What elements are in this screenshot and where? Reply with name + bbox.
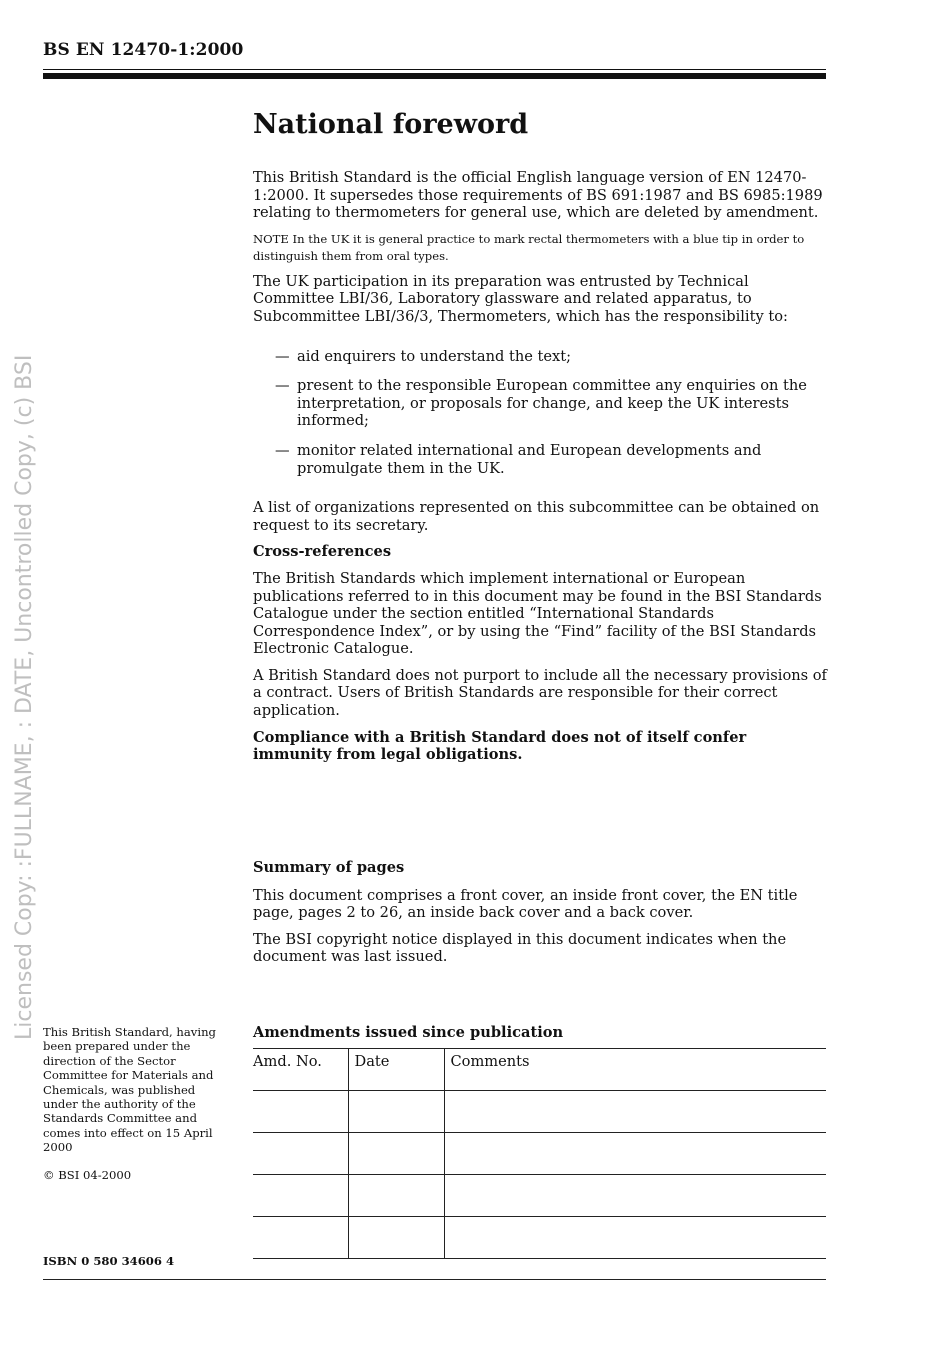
table-cell: [444, 1217, 826, 1259]
table-row: [253, 1133, 826, 1175]
dash-marker: —: [275, 377, 290, 395]
list-item: [253, 442, 828, 477]
column-header-date: Date: [348, 1049, 444, 1091]
summary-copyright-paragraph: The BSI copyright notice displayed in this document indicates when the document was last issued.: [253, 930, 787, 966]
list-item-text: monitor related international and European developments and promulgate them in the UK.: [297, 441, 762, 477]
table-row: [253, 1217, 826, 1259]
table-cell: [253, 1091, 348, 1133]
table-cell: [444, 1091, 826, 1133]
table-cell: [444, 1175, 826, 1217]
list-item: [253, 377, 828, 430]
list-item: [253, 348, 828, 366]
foreword-section: [253, 108, 828, 773]
table-cell: [253, 1217, 348, 1259]
table-header-row: [253, 1049, 826, 1091]
table-row: [253, 1091, 826, 1133]
isbn: ISBN 0 580 34606 4: [43, 1254, 175, 1268]
table-cell: [348, 1175, 444, 1217]
table-row: [253, 1175, 826, 1217]
footer-rule: [43, 1279, 826, 1280]
responsibility-list: [253, 348, 828, 478]
table-cell: [348, 1217, 444, 1259]
participation-paragraph: The UK participation in its preparation was entrusted by Technical Committee LBI/36, Laboratory glassware and related apparatus, to Subcommittee LBI/36/3, Thermometers, which has the responsibility to:: [253, 272, 788, 325]
crossref-heading: Cross-references: [253, 543, 392, 561]
summary-heading: Summary of pages: [253, 859, 405, 876]
column-header-amd-no: Amd. No.: [253, 1049, 348, 1091]
dash-marker: —: [275, 347, 290, 365]
header-rule-thick: [43, 73, 826, 79]
summary-pages-paragraph: This document comprises a front cover, an inside front cover, the EN title page, pages 2 to 26, an inside back cover and a back cover.: [253, 886, 798, 922]
list-item-text: aid enquirers to understand the text;: [297, 347, 572, 365]
summary-section: [253, 859, 828, 975]
copyright-notice: © BSI 04-2000: [43, 1168, 132, 1182]
license-watermark: Licensed Copy: :FULLNAME, : DATE, Uncontrolled Copy, (c) BSI: [12, 354, 37, 1040]
column-header-comments: Comments: [444, 1049, 826, 1091]
table-cell: [253, 1175, 348, 1217]
table-cell: [444, 1133, 826, 1175]
table-cell: [348, 1091, 444, 1133]
list-item-text: present to the responsible European committee any enquiries on the interpretation, or proposals for change, and keep the UK interests informed;: [297, 377, 807, 430]
header-rule-thin: [43, 69, 826, 70]
contract-paragraph: A British Standard does not purport to include all the necessary provisions of a contract. Users of British Standards are responsible for their correct application.: [253, 666, 827, 720]
amendments-title: Amendments issued since publication: [253, 1024, 564, 1041]
sidebar-prepared-note: This British Standard, having been prepared under the direction of the Sector Committee for Materials and Chemicals, was published under the authority of the Standards Committee and comes into effect on 15 April 2000: [43, 1025, 216, 1155]
table-cell: [348, 1133, 444, 1175]
dash-marker: —: [275, 441, 290, 459]
organizations-paragraph: A list of organizations represented on this subcommittee can be obtained on request to its secretary.: [253, 499, 820, 534]
table-cell: [253, 1133, 348, 1175]
document-id: BS EN 12470-1:2000: [43, 40, 244, 60]
note-paragraph: NOTE In the UK it is general practice to mark rectal thermometers with a blue tip in order to distinguish them from oral types.: [253, 231, 805, 264]
page-title: National foreword: [253, 109, 529, 140]
crossref-paragraph: The British Standards which implement international or European publications referred to in this document may be found in the BSI Standards Catalogue under the section entitled “International Standards Correspondence Index”, or by using the “Find” facility of the BSI Standards Electronic Catalogue.: [253, 569, 822, 658]
amendments-table: [253, 1048, 826, 1259]
intro-paragraph: This British Standard is the official English language version of EN 12470-1:2000. It supersedes those requirements of BS 691:1987 and BS 6985:1989 relating to thermometers for general use, which are deleted by amendment.: [253, 169, 823, 222]
compliance-statement: Compliance with a British Standard does not of itself confer immunity from legal obligations.: [253, 728, 747, 764]
